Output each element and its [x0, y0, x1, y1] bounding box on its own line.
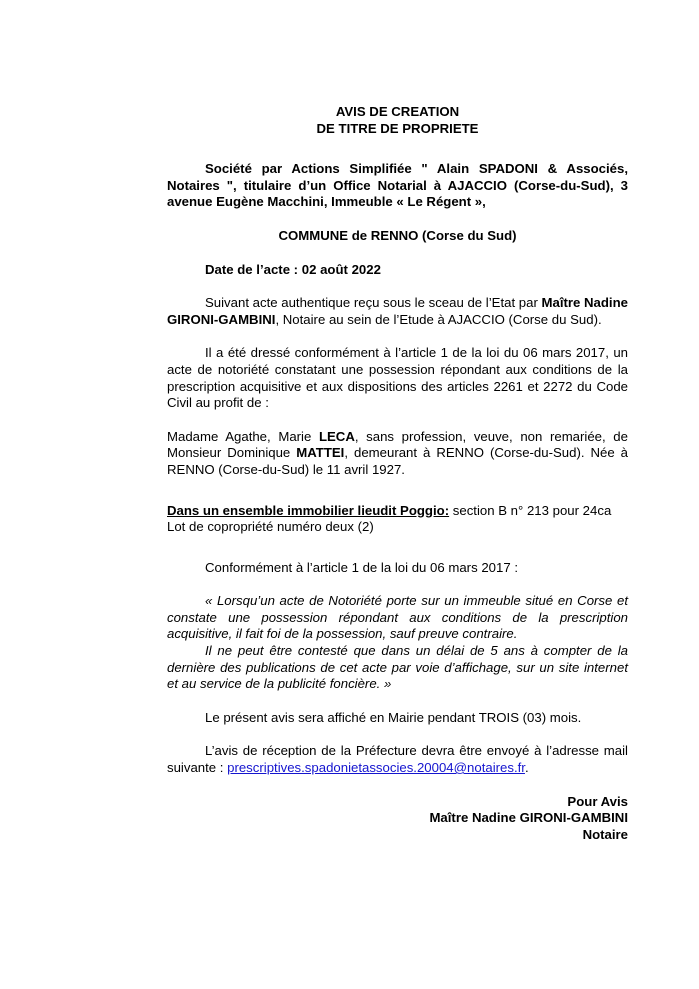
property-description — [167, 503, 628, 520]
spacer — [167, 693, 628, 710]
property-lot-line: Lot de copropriété numéro deux (2) — [167, 519, 374, 535]
spacer — [167, 412, 628, 429]
mail-notice-tail: . — [524, 760, 529, 776]
spacer — [167, 328, 628, 345]
conformity-intro: Conformément à l’article 1 de la loi du 06 mars 2017 : — [205, 559, 518, 575]
notary-name: Maître Nadine GIRONI-GAMBINI — [167, 295, 628, 327]
signature-line-1: Pour Avis — [567, 793, 628, 809]
quoted-law-paragraph-2: Il ne peut être contesté que dans un délai de 5 ans à compter de la dernière des publications de cet acte par voie d’affichage, sur un site internet et au service de la publicité foncière. » — [167, 643, 628, 692]
spacer — [167, 726, 628, 743]
notary-paragraph — [167, 295, 628, 328]
spouse-surname: MATTEI — [296, 445, 345, 461]
mail-notice-lead: L’avis de réception de la Préfecture devra être envoyé à l’adresse mail suivante : — [167, 743, 628, 776]
commune-heading: COMMUNE de RENNO (Corse du Sud) — [278, 227, 517, 243]
spacer — [167, 576, 628, 593]
beneficiary-part-2: , sans profession, veuve, non remariée, de Monsieur Dominique — [167, 428, 628, 461]
notary-paragraph-lead: Suivant acte authentique reçu sous le sceau de l’Etat par — [205, 295, 542, 311]
office-identification-paragraph: Société par Actions Simplifiée " Alain SPADONI & Associés, Notaires ", titulaire d’un Office Notarial à AJACCIO (Corse-du-Sud), 3 avenue Eugène Macchini, Immeuble « Le Régent », — [167, 161, 628, 210]
beneficiary-paragraph — [167, 429, 628, 479]
beneficiary-surname: LECA — [318, 428, 355, 444]
beneficiary-part-1: Madame Agathe, Marie — [167, 428, 319, 444]
spacer — [167, 245, 628, 262]
act-date-label: Date de l’acte : 02 août 2022 — [205, 261, 381, 277]
law-paragraph: Il a été dressé conformément à l’article 1 de la loi du 06 mars 2017, un acte de notoriété constatant une possession répondant aux conditions de la prescription acquisitive et aux dispositions des articles 2261 et 2272 du Code Civil au profit de : — [167, 345, 628, 411]
document-body — [167, 104, 628, 843]
notary-paragraph-tail: , Notaire au sein de l’Etude à AJACCIO (Corse du Sud). — [275, 311, 602, 327]
title-line-2: DE TITRE DE PROPRIETE — [316, 120, 479, 136]
spacer — [167, 479, 628, 503]
document-title — [167, 104, 628, 137]
title-line-1: AVIS DE CREATION — [335, 104, 460, 119]
display-duration-notice: Le présent avis sera affiché en Mairie pendant TROIS (03) mois. — [205, 709, 582, 725]
beneficiary-part-3: , demeurant à RENNO (Corse-du-Sud). Née à RENNO (Corse-du-Sud) le 11 avril 1927. — [167, 445, 628, 477]
spacer — [167, 137, 628, 161]
notary-email-link[interactable]: prescriptives.spadonietassocies.20004@notaires.fr — [227, 760, 525, 776]
spacer — [167, 536, 628, 560]
quoted-law-paragraph-1: « Lorsqu’un acte de Notoriété porte sur un immeuble situé en Corse et constate une possession répondant aux conditions de la prescription acquisitive, il fait foi de la possession, sauf preuve contraire. — [167, 593, 628, 642]
spacer — [167, 211, 628, 228]
property-details: section B n° 213 pour 24ca — [449, 502, 612, 518]
signature-line-2: Maître Nadine GIRONI-GAMBINI — [429, 810, 628, 826]
signature-line-3: Notaire — [582, 826, 628, 842]
spacer — [167, 777, 628, 794]
signature-block — [167, 794, 628, 844]
property-label: Dans un ensemble immobilier lieudit Poggio: — [167, 502, 450, 518]
mail-notice-paragraph — [167, 743, 628, 776]
spacer — [167, 278, 628, 295]
